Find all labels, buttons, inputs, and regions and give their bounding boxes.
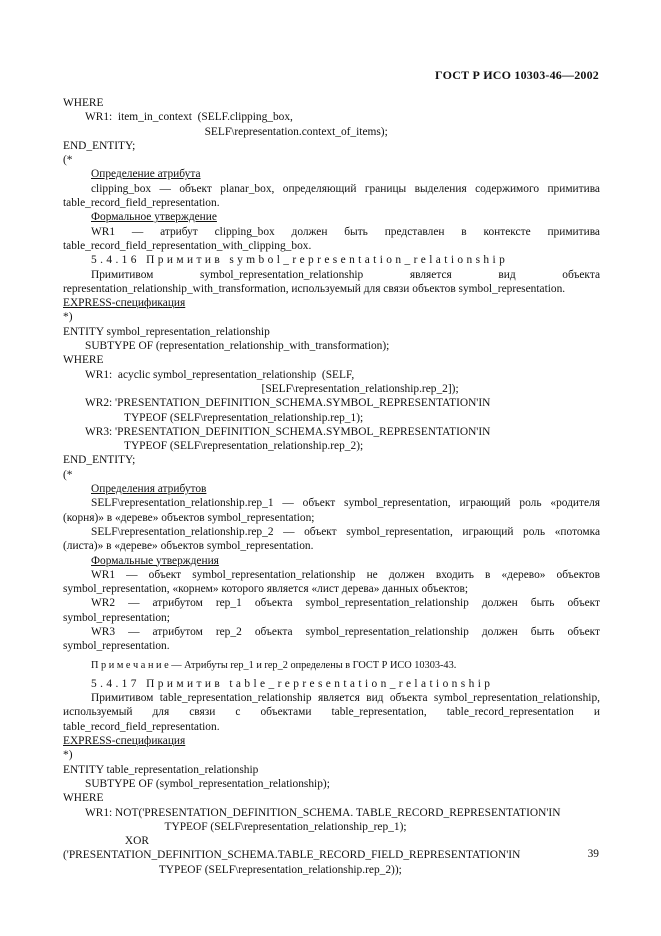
code-line: (*: [63, 154, 73, 167]
code-line: SUBTYPE OF (symbol_representation_relationship);: [85, 777, 330, 790]
code-line: *): [63, 311, 73, 324]
paragraph: SELF\representation_relationship.rep_2 — объект symbol_representation, играющий роль «потомка (листа)» в «дереве» объектов symbol_representation.: [63, 525, 600, 553]
code-line: TYPEOF (SELF\representation_relationship.rep_1);: [124, 411, 364, 424]
subsection-heading: EXPRESS-спецификация: [63, 735, 186, 748]
code-line: SUBTYPE OF (representation_relationship_with_transformation);: [85, 340, 390, 353]
subsection-heading: Определение атрибута: [91, 168, 201, 181]
paragraph: Примитивом table_representation_relationship является вид объекта symbol_representation_relationship, используемый для связи с объектами table_representation, table_record_representation и table_record_field_representation.: [63, 692, 600, 733]
subsection-heading: Определения атрибутов: [91, 483, 207, 496]
code-line: WR1: NOT('PRESENTATION_DEFINITION_SCHEMA. TABLE_RECORD_REPRESENTATION'IN: [85, 806, 561, 819]
running-header: ГОСТ Р ИСО 10303-46—2002: [435, 68, 599, 82]
code-line: WHERE: [63, 97, 104, 109]
code-line: WHERE: [63, 792, 104, 805]
code-line: END_ENTITY;: [63, 454, 136, 467]
subsection-heading: Формальные утверждения: [91, 554, 219, 567]
subsection-heading: EXPRESS-спецификация: [63, 297, 186, 310]
code-line: END_ENTITY;: [63, 139, 136, 152]
code-line: ('PRESENTATION_DEFINITION_SCHEMA.TABLE_RECORD_FIELD_REPRESENTATION'IN: [63, 849, 521, 862]
code-line: WR3: 'PRESENTATION_DEFINITION_SCHEMA.SYMBOL_REPRESENTATION'IN: [85, 425, 491, 438]
paragraph: WR1 — атрибут clipping_box должен быть представлен в контексте примитива table_record_field_representation_with_clipping_box.: [63, 225, 600, 252]
section-heading: 5.4.16 Примитив symbol_representation_relationship: [91, 254, 509, 267]
code-line: WHERE: [63, 354, 104, 367]
paragraph: Примитивом symbol_representation_relationship является вид объекта representation_relationship_with_transformation, используемый для связи объектов symbol_representation.: [63, 268, 600, 295]
code-line: ENTITY symbol_representation_relationship: [63, 325, 270, 338]
code-line: [SELF\representation_relationship.rep_2]);: [85, 382, 459, 395]
section-heading: 5.4.17 Примитив table_representation_relationship: [91, 677, 494, 690]
code-line: WR1: item_in_context (SELF.clipping_box,: [85, 111, 293, 124]
code-line: (*: [63, 468, 73, 481]
code-line: *): [63, 749, 73, 762]
code-line: SELF\representation.context_of_items);: [85, 125, 388, 138]
code-line: XOR: [85, 835, 149, 848]
page-number: 39: [587, 848, 599, 860]
code-line: TYPEOF (SELF\representation_relationship.rep_2));: [85, 863, 402, 876]
code-line: TYPEOF (SELF\representation_relationship.rep_2);: [124, 440, 364, 453]
paragraph: clipping_box — объект planar_box, определяющий границы выделения содержимого примитива table_record_field_representation.: [63, 182, 600, 210]
code-line: WR2: 'PRESENTATION_DEFINITION_SCHEMA.SYMBOL_REPRESENTATION'IN: [85, 397, 491, 410]
note-text: Атрибуты rep_1 и rep_2 определены в ГОСТ Р ИСО 10303-43.: [181, 659, 457, 671]
paragraph: WR2 — атрибутом rep_1 объекта symbol_representation_relationship должен быть объект symbol_representation;: [63, 597, 600, 624]
subsection-heading: Формальное утверждение: [91, 211, 217, 224]
paragraph: WR3 — атрибутом rep_2 объекта symbol_representation_relationship должен быть объект symbol_representation.: [63, 625, 600, 653]
paragraph: SELF\representation_relationship.rep_1 — объект symbol_representation, играющий роль «родителя (корня)» в «дереве» объектов symbol_representation;: [63, 497, 600, 524]
note: [63, 659, 600, 673]
code-line: TYPEOF (SELF\representation_relationship_rep_1);: [85, 820, 407, 833]
paragraph: WR1 — объект symbol_representation_relationship не должен входить в «дерево» объектов symbol_representation, «корнем» которого является «лист дерева» данных объектов;: [63, 568, 600, 596]
page-body: [63, 96, 600, 877]
code-line: WR1: acyclic symbol_representation_relationship (SELF,: [85, 368, 355, 381]
note-label: П р и м е ч а н и е —: [91, 659, 182, 671]
code-line: ENTITY table_representation_relationship: [63, 763, 259, 776]
